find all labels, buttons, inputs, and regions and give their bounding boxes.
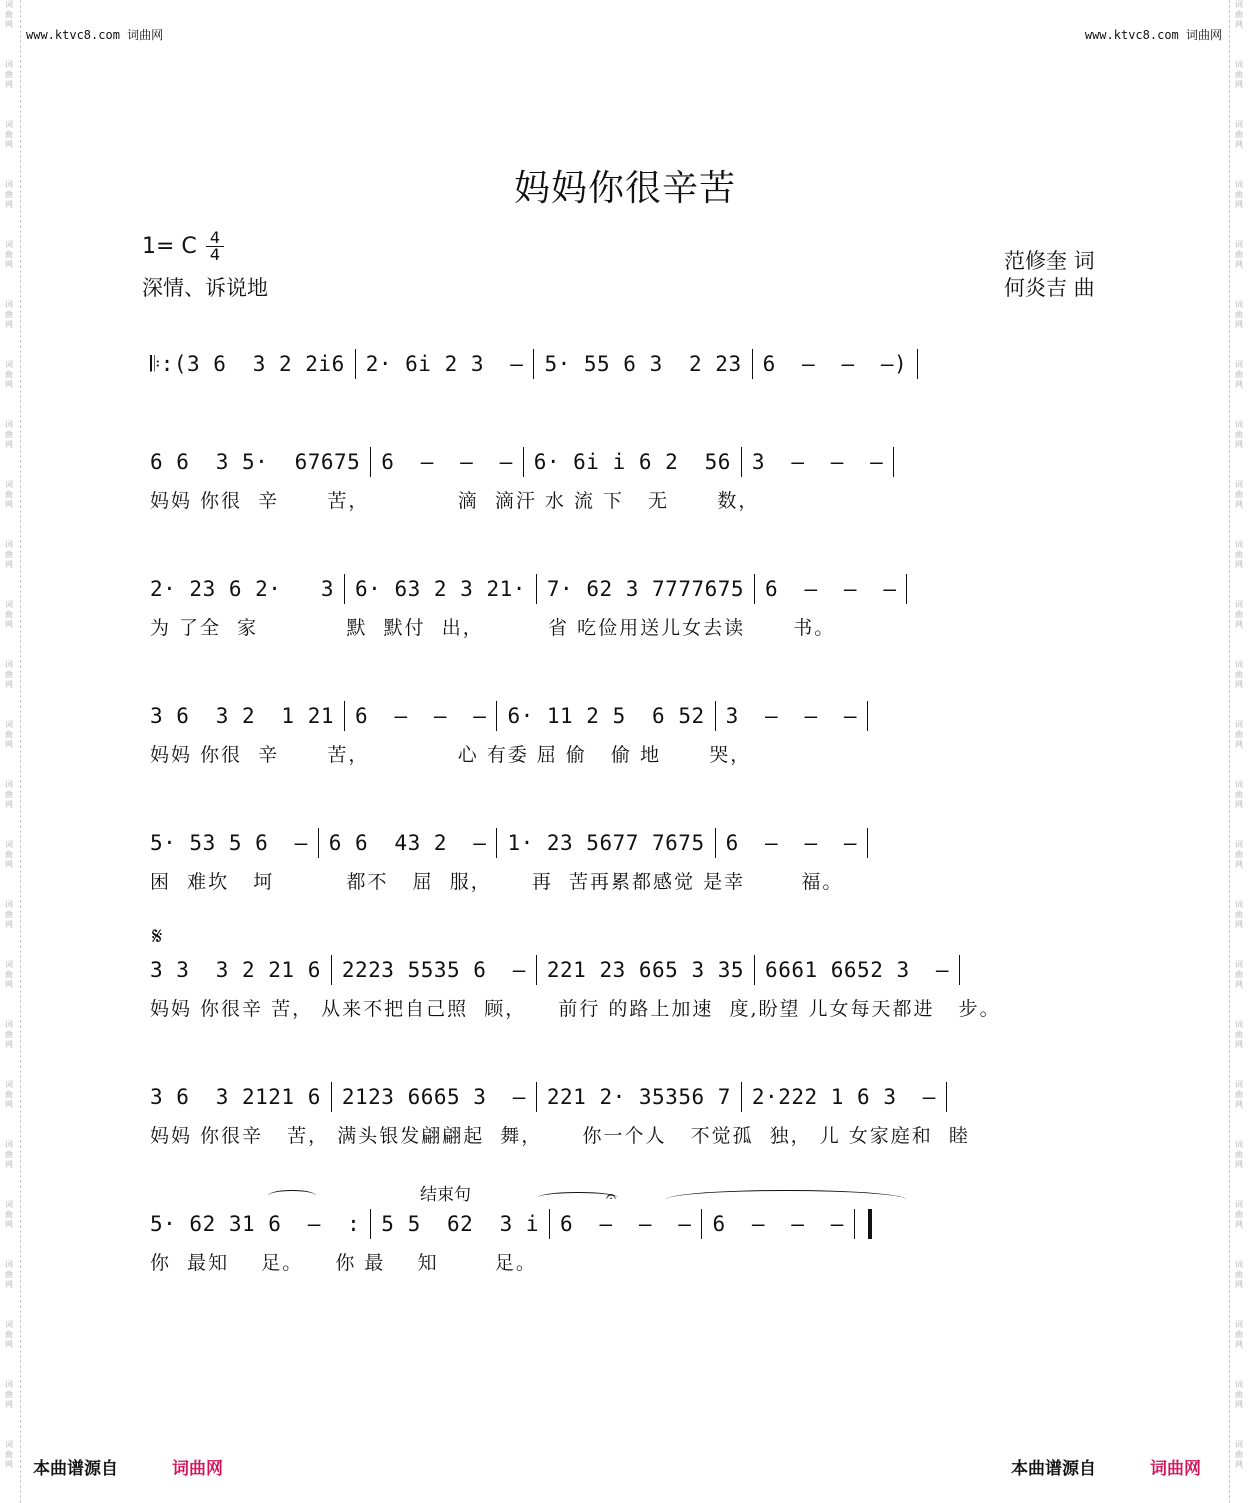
barline: [331, 1082, 332, 1112]
side-watermark-char: 曲: [1235, 670, 1243, 679]
side-watermark-char: 网: [5, 80, 13, 89]
measure: 5· 62 31 6 – :: [150, 1212, 361, 1236]
measure: 221 23 665 3 35: [546, 958, 745, 982]
side-watermark-char: 曲: [5, 1270, 13, 1279]
side-watermark-char: 曲: [1235, 730, 1243, 739]
side-watermark-char: 曲: [5, 850, 13, 859]
lyrics-line: [150, 382, 1115, 416]
side-watermark-char: 网: [1235, 620, 1243, 629]
side-watermark-char: 词: [1235, 720, 1243, 729]
notation-line: [150, 698, 1115, 734]
side-watermark-char: 网: [5, 860, 13, 869]
barline: [867, 828, 868, 858]
side-watermark-char: 词: [5, 420, 13, 429]
side-watermark-char: 曲: [1235, 610, 1243, 619]
side-watermark-char: 曲: [5, 1210, 13, 1219]
side-watermark-char: 网: [1235, 1100, 1243, 1109]
barline: [536, 955, 537, 985]
side-watermark-char: 曲: [5, 1450, 13, 1459]
barline: [741, 447, 742, 477]
measure: 6· 11 2 5 6 52: [507, 704, 705, 728]
side-watermark-char: 网: [1235, 1220, 1243, 1229]
side-watermark-char: 曲: [1235, 250, 1243, 259]
side-watermark-char: 网: [1235, 1040, 1243, 1049]
side-watermark-char: 曲: [5, 550, 13, 559]
site-url-left[interactable]: www.ktvc8.com 词曲网: [26, 28, 164, 42]
score-system-7: [150, 1079, 1115, 1149]
side-watermark-char: 词: [1235, 900, 1243, 909]
side-watermark-char: 曲: [1235, 10, 1243, 19]
key-signature: 1= C: [142, 234, 197, 259]
measure: 6 – – –: [381, 450, 513, 474]
lyrics-line: 妈妈 你很 辛 苦， 心 有委 屈 偷 偷 地 哭，: [150, 744, 752, 766]
side-watermark-char: 词: [5, 1320, 13, 1329]
barline: [715, 701, 716, 731]
lyrics-line: 为 了全 家 默 默付 出， 省 吃俭用送儿女去读 书。: [150, 617, 836, 639]
barline: [536, 1082, 537, 1112]
slur-mark: [538, 1192, 618, 1203]
footer-brand-link[interactable]: 词曲网: [172, 1459, 223, 1479]
side-watermark-char: 网: [1235, 980, 1243, 989]
notation-line: [150, 1206, 1115, 1242]
side-watermark-char: 网: [1235, 380, 1243, 389]
side-watermark-char: 网: [1235, 800, 1243, 809]
measure: 6 – – –: [725, 831, 858, 855]
side-watermark-char: 曲: [5, 430, 13, 439]
notation-line: [150, 825, 1115, 861]
side-watermark-char: 词: [1235, 0, 1243, 9]
barline: [752, 349, 753, 379]
side-watermark-char: 词: [5, 1440, 13, 1449]
side-watermark-char: 曲: [1235, 1210, 1243, 1219]
lyrics-line: 妈妈 你很 辛 苦， 滴 滴汗 水 流 下 无 数，: [150, 490, 760, 512]
measure: 2223 5535 6 –: [341, 958, 526, 982]
side-watermark-char: 词: [5, 720, 13, 729]
side-watermark-char: 词: [1235, 1020, 1243, 1029]
side-watermark-char: 网: [1235, 320, 1243, 329]
side-watermark-char: 词: [5, 780, 13, 789]
side-watermark-char: 词: [5, 1080, 13, 1089]
measure: 6· 6i i 6 2 56: [533, 450, 731, 474]
tie-mark: [666, 1190, 906, 1209]
side-watermark-char: 曲: [5, 370, 13, 379]
lyrics-line: 妈妈 你很辛 苦， 从来不把自己照 顾， 前行 的路上加速 度,盼望 儿女每天都进 步。: [150, 998, 1001, 1020]
side-watermark-char: 曲: [1235, 70, 1243, 79]
side-watermark-char: 网: [1235, 20, 1243, 29]
side-watermark-char: 网: [5, 620, 13, 629]
barline: [496, 701, 497, 731]
side-watermark-char: 网: [5, 1280, 13, 1289]
side-watermark-char: 网: [5, 1100, 13, 1109]
side-watermark-char: 词: [1235, 120, 1243, 129]
side-watermark-char: 网: [1235, 200, 1243, 209]
side-watermark-char: 曲: [5, 910, 13, 919]
side-watermark-char: 词: [5, 240, 13, 249]
footer-source-text: 本曲谱源自: [1011, 1459, 1096, 1479]
side-watermark-char: 曲: [5, 1150, 13, 1159]
score-system-4: [150, 698, 1115, 768]
side-watermark-char: 网: [5, 1160, 13, 1169]
side-watermark-char: 词: [1235, 1140, 1243, 1149]
measure: 6 6 43 2 –: [328, 831, 487, 855]
side-watermark-char: 词: [1235, 780, 1243, 789]
side-watermark-char: 词: [5, 1380, 13, 1389]
side-watermark-char: 网: [5, 140, 13, 149]
side-watermark-char: 曲: [1235, 1270, 1243, 1279]
measure: 6661 6652 3 –: [765, 958, 950, 982]
side-watermark-char: 词: [5, 1020, 13, 1029]
side-watermark-char: 网: [1235, 1460, 1243, 1469]
measure: 6 – – –: [560, 1212, 692, 1236]
side-watermark-char: 曲: [5, 310, 13, 319]
credits: [1004, 248, 1095, 302]
barline: [370, 447, 371, 477]
measure: 5 5 62 3 i: [381, 1212, 540, 1236]
measure: 2· 6i 2 3 –: [365, 352, 524, 376]
left-margin-strip: [0, 0, 21, 1503]
measure: 6 – – –: [712, 1212, 844, 1236]
barline: [701, 1209, 702, 1239]
side-watermark-char: 曲: [5, 1330, 13, 1339]
side-watermark-char: 词: [5, 60, 13, 69]
side-watermark-char: 网: [1235, 860, 1243, 869]
score-system-3: [150, 571, 1115, 641]
ending-label: 结束句: [420, 1185, 471, 1205]
side-watermark-char: 曲: [5, 730, 13, 739]
score-system-8: [150, 1206, 1115, 1276]
barline: [959, 955, 960, 985]
measure: 6· 63 2 3 21·: [355, 577, 526, 601]
side-watermark-char: 词: [5, 1260, 13, 1269]
barline: [536, 574, 537, 604]
side-watermark-char: 词: [5, 480, 13, 489]
notation-line: [150, 952, 1115, 988]
side-watermark-char: 曲: [5, 610, 13, 619]
side-watermark-char: 词: [1235, 240, 1243, 249]
side-watermark-char: 网: [1235, 500, 1243, 509]
side-watermark-char: 词: [1235, 480, 1243, 489]
side-watermark-char: 词: [1235, 60, 1243, 69]
lyricist-credit: 范修奎 词: [1004, 249, 1095, 273]
barline: [344, 574, 345, 604]
side-watermark-char: 词: [5, 300, 13, 309]
side-watermark-char: 词: [5, 540, 13, 549]
side-watermark-char: 曲: [5, 1390, 13, 1399]
time-signature-bottom: 4: [209, 245, 221, 264]
side-watermark-char: 网: [1235, 260, 1243, 269]
barline: [533, 349, 534, 379]
barline: [906, 574, 907, 604]
slur-mark: [268, 1190, 316, 1201]
side-watermark-char: 网: [5, 440, 13, 449]
footer-brand-link[interactable]: 词曲网: [1150, 1459, 1201, 1479]
measure: 3 – – –: [725, 704, 858, 728]
measure: 2·222 1 6 3 –: [751, 1085, 936, 1109]
side-watermark-char: 曲: [1235, 850, 1243, 859]
lyrics-line: 你 最知 足。 你 最 知 足。: [150, 1252, 537, 1274]
side-watermark-char: 曲: [5, 70, 13, 79]
measure: 6 – – –): [762, 352, 908, 376]
measure: 3 6 3 2121 6: [150, 1085, 321, 1109]
side-watermark-char: 网: [5, 920, 13, 929]
side-watermark-char: 网: [5, 800, 13, 809]
side-watermark-char: 词: [1235, 1440, 1243, 1449]
side-watermark-char: 曲: [1235, 310, 1243, 319]
side-watermark-char: 曲: [1235, 1330, 1243, 1339]
repeat-end-barline: [370, 1209, 371, 1239]
measure: 6 – – –: [355, 704, 487, 728]
barline: [854, 1209, 855, 1239]
side-watermark-char: 网: [1235, 560, 1243, 569]
barline: [946, 1082, 947, 1112]
score-system-2: [150, 444, 1115, 514]
side-watermark-char: 词: [5, 1140, 13, 1149]
lyrics-line: 困 难坎 坷 都不 屈 服， 再 苦再累都感觉 是幸 福。: [150, 871, 844, 893]
side-watermark-char: 网: [5, 320, 13, 329]
side-watermark-char: 曲: [1235, 970, 1243, 979]
side-watermark-char: 词: [1235, 960, 1243, 969]
side-watermark-char: 网: [5, 260, 13, 269]
side-watermark-char: 网: [5, 200, 13, 209]
side-watermark-char: 曲: [1235, 190, 1243, 199]
barline: [496, 828, 497, 858]
side-watermark-char: 网: [5, 1040, 13, 1049]
notation-line: [150, 346, 1115, 382]
barline: [523, 447, 524, 477]
side-watermark-char: 曲: [1235, 430, 1243, 439]
barline: [754, 574, 755, 604]
side-watermark-char: 网: [5, 680, 13, 689]
measure: 𝄆:(3 6 3 2 2i6: [150, 351, 345, 376]
side-watermark-char: 词: [1235, 540, 1243, 549]
side-watermark-char: 曲: [1235, 1390, 1243, 1399]
side-watermark-char: 词: [1235, 660, 1243, 669]
side-watermark-char: 词: [1235, 1320, 1243, 1329]
side-watermark-char: 词: [1235, 1260, 1243, 1269]
side-watermark-char: 词: [5, 1200, 13, 1209]
measure: 5· 55 6 3 2 23: [544, 352, 742, 376]
measure: 2· 23 6 2· 3: [150, 577, 335, 601]
side-watermark-char: 词: [5, 360, 13, 369]
side-watermark-char: 曲: [5, 250, 13, 259]
measure: 3 – – –: [751, 450, 884, 474]
notation-line: [150, 571, 1115, 607]
side-watermark-char: 网: [1235, 740, 1243, 749]
side-watermark-char: 词: [5, 600, 13, 609]
side-watermark-char: 词: [5, 180, 13, 189]
side-watermark-char: 网: [1235, 140, 1243, 149]
barline: [917, 349, 918, 379]
measure: 1· 23 5677 7675: [507, 831, 705, 855]
side-watermark-char: 词: [1235, 1380, 1243, 1389]
measure: 2123 6665 3 –: [341, 1085, 526, 1109]
measure: 6 – – –: [765, 577, 897, 601]
time-signature-top: 4: [206, 230, 224, 247]
side-watermark-char: 曲: [5, 1090, 13, 1099]
time-signature: [206, 230, 224, 263]
side-watermark-char: 曲: [5, 790, 13, 799]
barline: [867, 701, 868, 731]
side-watermark-char: 网: [5, 1340, 13, 1349]
side-watermark-char: 词: [5, 840, 13, 849]
fermata-sign: 𝄐: [606, 1186, 617, 1207]
side-watermark-char: 曲: [1235, 910, 1243, 919]
side-watermark-char: 网: [1235, 920, 1243, 929]
side-watermark-char: 网: [5, 20, 13, 29]
side-watermark-char: 词: [5, 960, 13, 969]
side-watermark-char: 网: [5, 980, 13, 989]
side-watermark-char: 网: [1235, 1280, 1243, 1289]
side-watermark-char: 曲: [1235, 790, 1243, 799]
barline: [741, 1082, 742, 1112]
side-watermark-char: 网: [1235, 1400, 1243, 1409]
side-watermark-char: 词: [1235, 1200, 1243, 1209]
measure: 3 3 3 2 21 6: [150, 958, 321, 982]
side-watermark-char: 网: [1235, 80, 1243, 89]
side-watermark-char: 曲: [5, 490, 13, 499]
barline: [549, 1209, 550, 1239]
side-watermark-char: 网: [5, 380, 13, 389]
side-watermark-char: 曲: [1235, 490, 1243, 499]
barline: [331, 955, 332, 985]
side-watermark-char: 词: [1235, 1080, 1243, 1089]
composer-credit: 何炎吉 曲: [1004, 276, 1095, 300]
barline: [355, 349, 356, 379]
lyrics-line: 妈妈 你很辛 苦， 满头银发翩翩起 舞， 你一个人 不觉孤 独， 儿 女家庭和 睦: [150, 1125, 970, 1147]
measure: 5· 53 5 6 –: [150, 831, 308, 855]
side-watermark-char: 词: [5, 900, 13, 909]
segno-sign: 𝄋: [152, 922, 163, 950]
side-watermark-char: 词: [5, 0, 13, 9]
side-watermark-char: 网: [1235, 440, 1243, 449]
song-title: 妈妈你很辛苦: [513, 168, 736, 209]
side-watermark-char: 词: [1235, 840, 1243, 849]
measure: 221 2· 35356 7: [546, 1085, 731, 1109]
side-watermark-char: 曲: [5, 670, 13, 679]
barline: [318, 828, 319, 858]
site-url-right[interactable]: www.ktvc8.com 词曲网: [1084, 28, 1222, 42]
side-watermark-char: 词: [1235, 300, 1243, 309]
side-watermark-char: 网: [5, 1220, 13, 1229]
side-watermark-char: 曲: [5, 1030, 13, 1039]
barline: [344, 701, 345, 731]
side-watermark-char: 词: [1235, 180, 1243, 189]
side-watermark-char: 曲: [1235, 1450, 1243, 1459]
score-system-6: [150, 952, 1115, 1022]
footer-source-right: [1011, 1454, 1201, 1479]
score-system-5: [150, 825, 1115, 895]
side-watermark-char: 网: [5, 1400, 13, 1409]
tempo-marking: 深情、诉说地: [142, 276, 268, 300]
side-watermark-char: 曲: [5, 10, 13, 19]
side-watermark-char: 词: [1235, 360, 1243, 369]
side-watermark-char: 网: [1235, 680, 1243, 689]
side-watermark-char: 曲: [1235, 370, 1243, 379]
side-watermark-char: 网: [5, 500, 13, 509]
right-margin-strip: [1229, 0, 1250, 1503]
measure: 7· 62 3 7777675: [546, 577, 745, 601]
side-watermark-char: 网: [5, 740, 13, 749]
side-watermark-char: 曲: [1235, 1030, 1243, 1039]
footer-source-left: [33, 1454, 223, 1479]
side-watermark-char: 词: [5, 120, 13, 129]
side-watermark-char: 曲: [5, 970, 13, 979]
footer-source-text: 本曲谱源自: [33, 1459, 118, 1479]
barline: [754, 955, 755, 985]
notation-line: [150, 1079, 1115, 1115]
measure: 3 6 3 2 1 21: [150, 704, 335, 728]
side-watermark-char: 词: [1235, 600, 1243, 609]
measure: 6 6 3 5· 67675: [150, 450, 361, 474]
final-barline: [868, 1209, 872, 1239]
side-watermark-char: 网: [1235, 1160, 1243, 1169]
side-watermark-char: 曲: [1235, 130, 1243, 139]
side-watermark-char: 曲: [1235, 1090, 1243, 1099]
side-watermark-char: 曲: [1235, 550, 1243, 559]
side-watermark-char: 网: [1235, 1340, 1243, 1349]
side-watermark-char: 词: [1235, 420, 1243, 429]
side-watermark-char: 曲: [5, 190, 13, 199]
side-watermark-char: 网: [5, 1460, 13, 1469]
side-watermark-char: 曲: [1235, 1150, 1243, 1159]
notation-line: [150, 444, 1115, 480]
side-watermark-char: 词: [5, 660, 13, 669]
side-watermark-char: 曲: [5, 130, 13, 139]
barline: [893, 447, 894, 477]
score-system-1: [150, 346, 1115, 416]
barline: [715, 828, 716, 858]
side-watermark-char: 网: [5, 560, 13, 569]
